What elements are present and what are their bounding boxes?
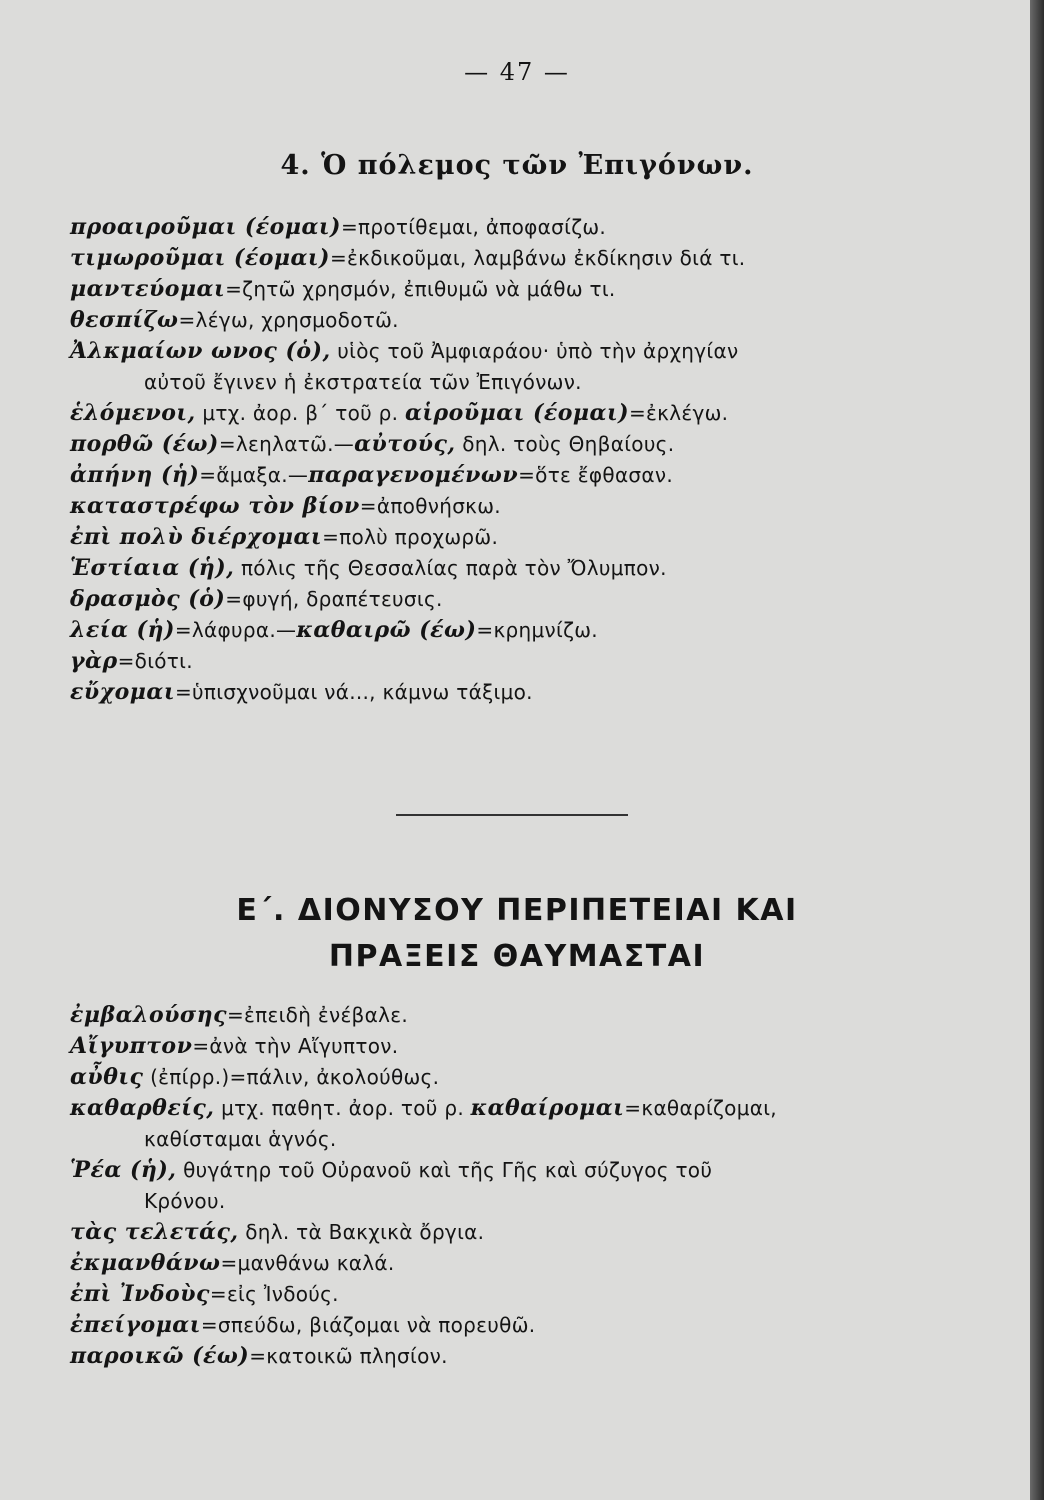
glossary-entry (70, 1031, 970, 1062)
glossary-entry (70, 460, 970, 491)
entry-gloss: =προτίθεμαι, ἀποφασίζω. (340, 215, 607, 239)
entry-gloss: =ἐκδικοῦμαι, λαμβάνω ἐκδίκησιν διά τι. (329, 246, 746, 270)
entry-gloss: δηλ. τοὺς Θηβαίους. (455, 432, 675, 456)
entry-term: πορθῶ (έω) (70, 431, 219, 457)
glossary-entry (70, 1341, 970, 1372)
entry-term: ἐπὶ Ἰνδοὺς (70, 1281, 210, 1307)
entry-gloss: =ἐπειδὴ ἐνέβαλε. (227, 1003, 409, 1027)
entry-gloss: =ἀνὰ τὴν Αἴγυπτον. (192, 1034, 399, 1058)
chapter-title-line-2: ΠΡΑΞΕΙΣ ΘΑΥΜΑΣΤΑΙ (328, 939, 706, 974)
glossary-entry (70, 1310, 970, 1341)
entry-term: καθαιρῶ (έω) (296, 617, 477, 643)
glossary-entry (70, 1217, 970, 1248)
entry-gloss: Κρόνου. (144, 1189, 226, 1213)
entry-term: καθαίρομαι (470, 1095, 625, 1121)
entry-gloss: =ὑπισχνοῦμαι νά..., κάμνω τάξιμο. (174, 680, 533, 704)
glossary-entry (70, 274, 970, 305)
entry-gloss: αὐτοῦ ἔγινεν ἡ ἐκστρατεία τῶν Ἐπιγόνων. (144, 370, 582, 394)
glossary-entry (70, 1093, 970, 1124)
glossary-entry (70, 1062, 970, 1093)
entry-gloss: μτχ. παθητ. ἀορ. τοῦ ρ. (214, 1096, 471, 1120)
glossary-entry (70, 367, 970, 398)
entry-gloss: =πολὺ προχωρῶ. (322, 525, 499, 549)
glossary-entry (70, 336, 970, 367)
entry-term: θεσπίζω (70, 307, 179, 333)
glossary-entry (70, 584, 970, 615)
glossary-list-section-4 (70, 212, 970, 708)
entry-gloss: πόλις τῆς Θεσσαλίας παρὰ τὸν Ὄλυμπον. (234, 556, 667, 580)
chapter-title-line-1: Ε΄. ΔΙΟΝΥΣΟΥ ΠΕΡΙΠΕΤΕΙΑΙ ΚΑΙ (236, 893, 798, 928)
entry-term: ἐκμανθάνω (70, 1250, 221, 1276)
entry-term: ἐμβαλούσης (70, 1002, 227, 1028)
glossary-entry (70, 1155, 970, 1186)
entry-term: τὰς τελετάς, (70, 1219, 239, 1245)
glossary-entry (70, 429, 970, 460)
page-number: — 47 — (464, 58, 570, 86)
entry-gloss: =εἰς Ἰνδούς. (209, 1282, 339, 1306)
entry-term: Αἴγυπτον (70, 1033, 193, 1059)
glossary-entry (70, 212, 970, 243)
glossary-entry (70, 1124, 970, 1155)
entry-term: παραγενομένων (308, 462, 519, 488)
entry-gloss: =κρημνίζω. (476, 618, 598, 642)
entry-term: αὐτούς, (354, 431, 456, 457)
entry-gloss: =καθαρίζομαι, (624, 1096, 777, 1120)
entry-gloss: δηλ. τὰ Βακχικὰ ὄργια. (238, 1220, 485, 1244)
entry-term: μαντεύομαι (70, 276, 226, 302)
chapter-title (0, 888, 1034, 980)
glossary-entry (70, 1186, 970, 1217)
glossary-entry (70, 553, 970, 584)
section-divider (396, 814, 628, 816)
glossary-entry (70, 646, 970, 677)
glossary-entry (70, 615, 970, 646)
entry-gloss: =μανθάνω καλά. (220, 1251, 395, 1275)
entry-gloss: =σπεύδω, βιάζομαι νὰ πορευθῶ. (200, 1313, 536, 1337)
entry-gloss: =ἐκλέγω. (629, 401, 729, 425)
entry-term: λεία (ἡ) (70, 617, 175, 643)
glossary-entry (70, 243, 970, 274)
entry-term: δρασμὸς (ὁ) (70, 586, 226, 612)
entry-gloss: =φυγή, δραπέτευσις. (225, 587, 443, 611)
entry-term: ἀπήνη (ἡ) (70, 462, 200, 488)
entry-term: γὰρ (70, 648, 118, 674)
glossary-entry (70, 1279, 970, 1310)
glossary-entry (70, 305, 970, 336)
entry-term: προαιροῦμαι (έομαι) (70, 214, 341, 240)
entry-term: καθαρθείς, (70, 1095, 215, 1121)
entry-gloss: =ὅτε ἔφθασαν. (518, 463, 674, 487)
glossary-entry (70, 522, 970, 553)
entry-gloss: =λεηλατῶ.— (218, 432, 355, 456)
entry-term: ἐπείγομαι (70, 1312, 201, 1338)
glossary-entry (70, 1248, 970, 1279)
entry-gloss: =ζητῶ χρησμόν, ἐπιθυμῶ νὰ μάθω τι. (225, 277, 616, 301)
entry-gloss: καθίσταμαι ἁγνός. (144, 1127, 337, 1151)
entry-term: παροικῶ (έω) (70, 1343, 250, 1369)
entry-gloss: θυγάτηρ τοῦ Οὐρανοῦ καὶ τῆς Γῆς καὶ σύζυγος τοῦ (176, 1158, 713, 1182)
section-title: 4. Ὁ πόλεμος τῶν Ἐπιγόνων. (280, 150, 754, 181)
entry-term: αἱροῦμαι (έομαι) (404, 400, 629, 426)
entry-gloss: υἱὸς τοῦ Ἀμφιαράου· ὑπὸ τὴν ἀρχηγίαν (330, 339, 739, 363)
entry-gloss: =λάφυρα.— (174, 618, 297, 642)
entry-term: εὔχομαι (70, 679, 175, 705)
entry-term: Ἑστίαια (ἡ), (70, 555, 235, 581)
entry-term: Ἀλκμαίων ωνος (ὁ), (70, 338, 331, 364)
entry-term: ἐπὶ πολὺ διέρχομαι (70, 524, 323, 550)
book-binding-edge (1030, 0, 1044, 1500)
entry-term: Ῥέα (ἡ), (70, 1157, 177, 1183)
entry-term: τιμωροῦμαι (έομαι) (70, 245, 330, 271)
glossary-entry (70, 491, 970, 522)
glossary-entry (70, 1000, 970, 1031)
entry-gloss: =διότι. (117, 649, 193, 673)
entry-gloss: (ἐπίρρ.)=πάλιν, ἀκολούθως. (143, 1065, 440, 1089)
entry-gloss: =ἀποθνήσκω. (359, 494, 501, 518)
glossary-list-chapter-e (70, 1000, 970, 1372)
entry-term: καταστρέφω τὸν βίον (70, 493, 360, 519)
entry-gloss: =κατοικῶ πλησίον. (249, 1344, 448, 1368)
entry-gloss: =ἅμαξα.— (199, 463, 309, 487)
entry-gloss: μτχ. ἀορ. β΄ τοῦ ρ. (195, 401, 405, 425)
glossary-entry (70, 398, 970, 429)
entry-term: ἑλόμενοι, (70, 400, 196, 426)
entry-gloss: =λέγω, χρησμοδοτῶ. (178, 308, 399, 332)
entry-term: αὖθις (70, 1064, 144, 1090)
glossary-entry (70, 677, 970, 708)
